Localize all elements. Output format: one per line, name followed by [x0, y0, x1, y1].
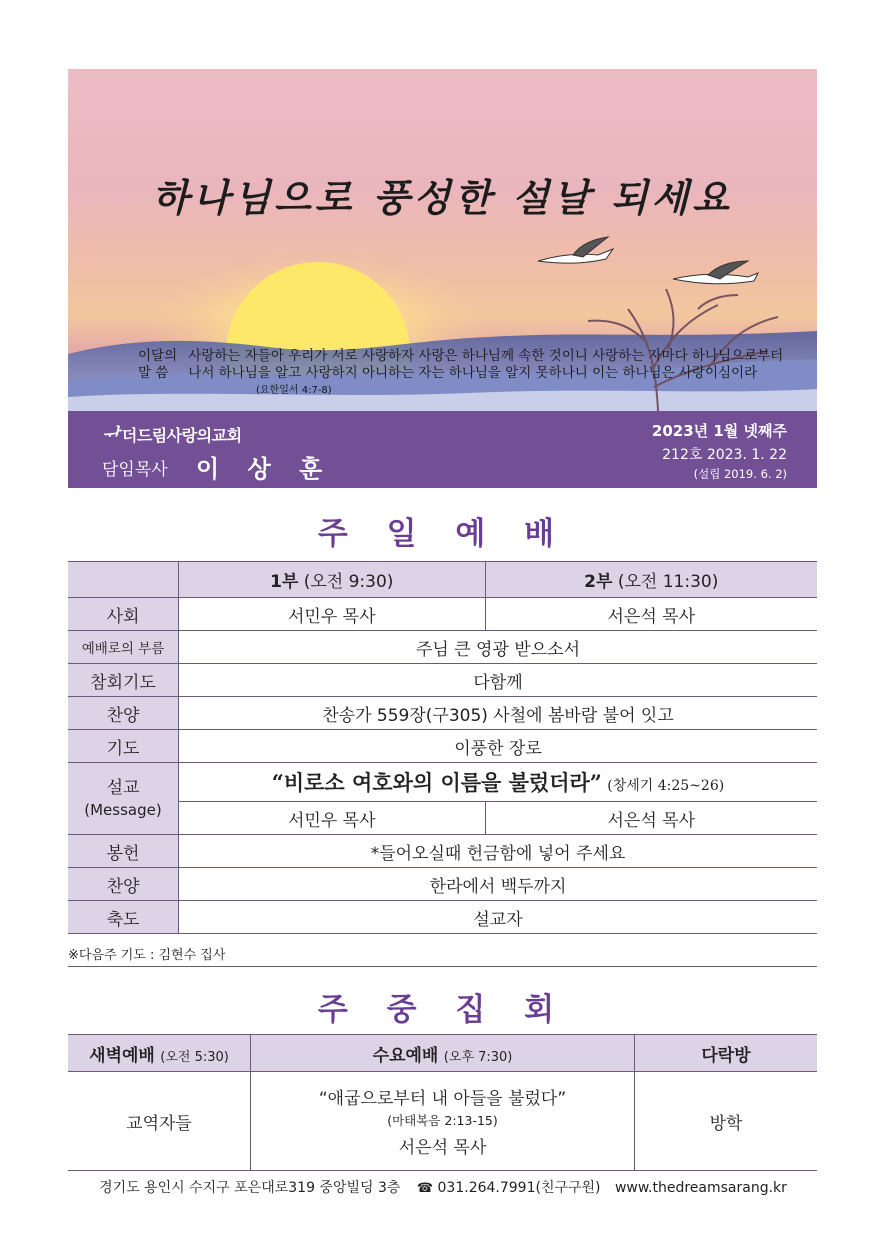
- dawn-service-value: 교역자들: [68, 1072, 251, 1171]
- sermon-label-en: (Message): [84, 800, 162, 819]
- table-row: [68, 598, 817, 631]
- church-info-bar: [68, 411, 817, 488]
- pastor-role: 담임목사: [102, 460, 168, 480]
- table-row: [68, 763, 817, 802]
- table-row: [68, 631, 817, 664]
- church-address: 경기도 용인시 수지구 포은대로319 중앙빌딩 3층: [99, 1180, 401, 1196]
- bulletin-week: 2023년 1월 넷째주: [651, 422, 787, 440]
- cell-value: 서민우 목사: [179, 598, 486, 631]
- row-label: 봉헌: [68, 835, 179, 868]
- verse-line-1: 사랑하는 자들아 우리가 서로 사랑하자 사랑은 하나님께 속한 것이니 사랑하는 자마다 하나님으로부터: [188, 348, 784, 364]
- table-row: [68, 835, 817, 868]
- banner: [68, 69, 817, 411]
- table-row: [68, 901, 817, 934]
- table-row: [68, 1072, 817, 1171]
- row-label: 찬양: [68, 697, 179, 730]
- pastor-name: 이 상 훈: [196, 455, 333, 483]
- church-website[interactable]: www.thedreamsarang.kr: [614, 1180, 787, 1196]
- service-2-header: 2부 (오전 11:30): [485, 562, 817, 598]
- wednesday-sermon-reference: (마태복음 2:13-15): [387, 1113, 498, 1128]
- row-label: 기도: [68, 730, 179, 763]
- wednesday-service-value: [251, 1072, 635, 1171]
- verse-reference: (요한일서 4:7-8): [256, 385, 332, 396]
- meetings-table: [68, 1034, 817, 1171]
- table-row: [68, 697, 817, 730]
- cell-value: 주님 큰 영광 받으소서: [179, 631, 818, 664]
- wednesday-sermon-title: “애굽으로부터 내 아들을 불렀다”: [318, 1089, 567, 1109]
- cell-value: *들어오실때 헌금함에 넣어 주세요: [179, 835, 818, 868]
- small-group-value: 방학: [635, 1072, 818, 1171]
- worship-section-title: 주 일 예 배: [317, 516, 569, 552]
- cell-value: 한라에서 백두까지: [179, 868, 818, 901]
- table-row: [68, 562, 817, 598]
- sermon-title: “비로소 여호와의 이름을 불렀더라”: [271, 770, 602, 795]
- table-row: [68, 1035, 817, 1072]
- church-name: 더드림사랑의교회: [121, 426, 242, 445]
- row-label: 예배로의 부름: [68, 631, 179, 664]
- sermon-reference: (창세기 4:25~26): [607, 778, 725, 794]
- banner-title: 하나님으로 풍성한 설날 되세요: [152, 175, 733, 220]
- cell-value: 서은석 목사: [485, 802, 817, 835]
- service-1-header: 1부 (오전 9:30): [179, 562, 486, 598]
- divider: [68, 966, 817, 967]
- sermon-label: 설교: [106, 777, 140, 798]
- sermon-title-cell: [179, 763, 818, 802]
- telephone-icon: ☎: [416, 1181, 434, 1196]
- wednesday-service-header: 수요예배 (오후 7:30): [251, 1035, 635, 1072]
- worship-table: [68, 561, 817, 934]
- dawn-service-header: 새벽예배 (오전 5:30): [68, 1035, 251, 1072]
- bulletin-issue: 212호 2023. 1. 22: [662, 447, 787, 463]
- row-label: 사회: [68, 598, 179, 631]
- verse-label: 말 씀: [138, 365, 169, 381]
- table-row: [68, 868, 817, 901]
- verse-label: 이달의: [138, 348, 178, 364]
- row-label: [68, 763, 179, 835]
- next-week-note: ※다음주 기도 : 김현수 집사: [68, 948, 226, 963]
- cell-value: 찬송가 559장(구305) 사철에 봄바람 불어 잇고: [179, 697, 818, 730]
- row-label: 축도: [68, 901, 179, 934]
- cranes: [538, 237, 758, 284]
- cell-value: 다함께: [179, 664, 818, 697]
- row-label: 참회기도: [68, 664, 179, 697]
- church-name-block: [102, 421, 242, 447]
- cell-value: 이풍한 장로: [179, 730, 818, 763]
- wednesday-preacher: 서은석 목사: [398, 1138, 487, 1158]
- table-row: [68, 664, 817, 697]
- cell-value: 설교자: [179, 901, 818, 934]
- footer: [0, 1177, 886, 1197]
- table-row: [68, 802, 817, 835]
- table-row: [68, 730, 817, 763]
- monthly-verse: [138, 348, 798, 399]
- meetings-section-title: 주 중 집 회: [317, 992, 569, 1028]
- verse-line-2: 나서 하나님을 알고 사랑하지 아니하는 자는 하나님을 알지 못하나니 이는 하나님은 사랑이심이라: [188, 365, 758, 381]
- cell-value: 서민우 목사: [179, 802, 486, 835]
- small-group-header: 다락방: [635, 1035, 818, 1072]
- church-logo-icon: ᆉ: [102, 425, 119, 446]
- established-date: (설립 2019. 6. 2): [693, 467, 787, 481]
- church-phone: 031.264.7991(친구구원): [437, 1180, 601, 1196]
- cell-value: 서은석 목사: [485, 598, 817, 631]
- row-label: 찬양: [68, 868, 179, 901]
